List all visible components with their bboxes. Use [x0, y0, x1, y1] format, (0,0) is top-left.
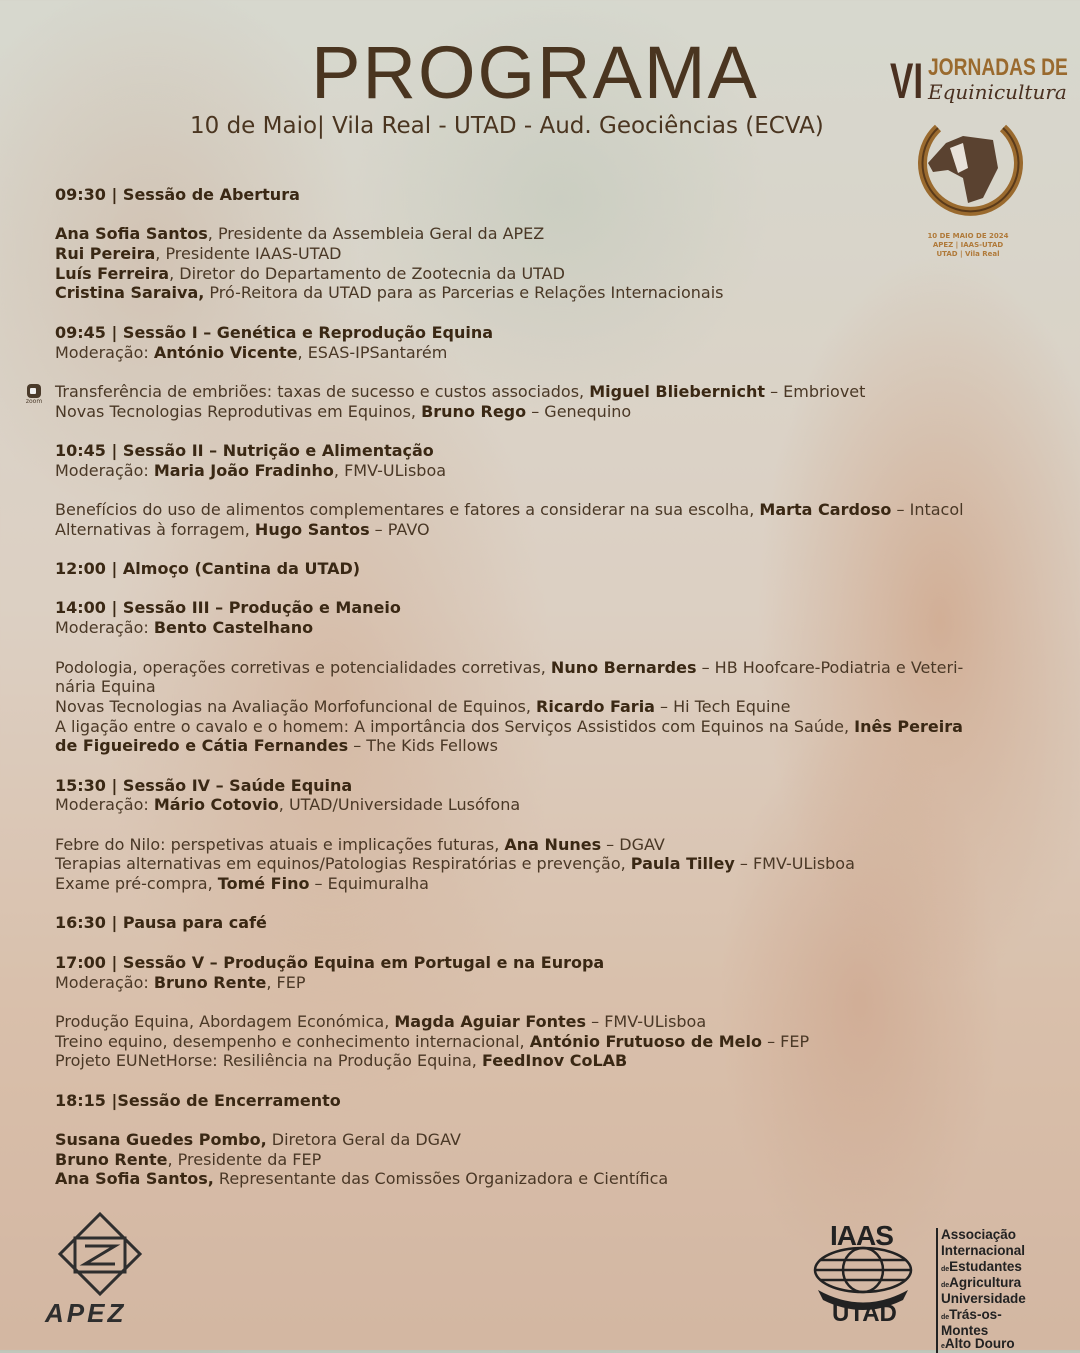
- program-text: , FMV-ULisboa: [333, 460, 447, 480]
- program-text: Novas Tecnologias na Avaliação Morfofuncional de Equinos,: [55, 696, 537, 716]
- speaker-name: Luís Ferreira: [55, 263, 170, 283]
- speaker-name: Hugo Santos: [254, 519, 370, 539]
- program-line: [55, 520, 964, 540]
- session-title: 10:45 | Sessão II – Nutrição e Alimentação: [55, 440, 434, 460]
- session-heading: [55, 953, 964, 973]
- page-subtitle: 10 de Maio| Vila Real - UTAD - Aud. Geociências (ECVA): [190, 113, 824, 139]
- session-heading: [55, 441, 964, 461]
- program-text: – Hi Tech Equine: [654, 696, 791, 716]
- speaker-name: de Figueiredo e Cátia Fernandes: [55, 736, 349, 756]
- program-text: Podologia, operações corretivas e potencialidades corretivas,: [55, 657, 551, 677]
- program-text: Novas Tecnologias Reprodutivas em Equinos,: [55, 401, 422, 421]
- program-line: [55, 795, 964, 815]
- page-title: PROGRAMA: [311, 31, 759, 114]
- spacer: [55, 362, 964, 382]
- iaas-name-text: Alto Douro: [944, 1336, 1015, 1351]
- utad-logo-text: UTAD: [832, 1300, 897, 1327]
- program-text: Produção Equina, Abordagem Económica,: [55, 1011, 395, 1031]
- iaas-name-text: Internacional: [941, 1243, 1026, 1258]
- speaker-name: Bruno Rego: [421, 401, 527, 421]
- program-text: A ligação entre o cavalo e o homem: A importância dos Serviços Assistidos com Equinos na Saúde,: [55, 716, 855, 736]
- program-text: Benefícios do uso de alimentos complementares e fatores a considerar na sua escolha,: [55, 500, 760, 519]
- spacer: [55, 480, 964, 500]
- iaas-logo-text: IAAS: [830, 1220, 893, 1251]
- program-line: [55, 244, 964, 264]
- program-text: , FEP: [266, 972, 306, 992]
- session-title: 12:00 | Almoço (Cantina da UTAD): [55, 559, 361, 579]
- speaker-name: Ana Sofia Santos: [55, 224, 208, 244]
- iaas-name-prefix: e: [941, 1343, 945, 1350]
- iaas-name-text: Agricultura: [949, 1275, 1022, 1290]
- program-text: , Presidente IAAS-UTAD: [155, 244, 342, 264]
- speaker-name: Bruno Rente: [153, 972, 267, 992]
- session-title: 14:00 | Sessão III – Produção e Maneio: [55, 598, 401, 618]
- program-text: – HB Hoofcare-Podiatria e Veteri-: [696, 657, 964, 677]
- session-title: 17:00 | Sessão V – Produção Equina em Portugal e na Europa: [55, 952, 605, 972]
- spacer: [55, 756, 964, 776]
- iaas-name-line: [941, 1244, 1038, 1260]
- program-text: , ESAS-IPSantarém: [297, 342, 448, 362]
- program-line: [55, 1051, 964, 1071]
- program-line: [55, 264, 964, 284]
- program-line: [55, 717, 964, 737]
- iaas-name-line: [941, 1260, 1038, 1276]
- zoom-label: zoom: [25, 397, 43, 405]
- spacer: [55, 1110, 964, 1130]
- program-text: Moderação:: [55, 618, 154, 638]
- speaker-name: António Vicente: [153, 342, 298, 362]
- iaas-name-prefix: de: [941, 1314, 950, 1321]
- program-text: – FMV-ULisboa: [734, 854, 855, 874]
- speaker-name: Bruno Rente: [55, 1149, 168, 1169]
- program-line: [55, 1130, 964, 1150]
- speaker-name: Cristina Saraiva,: [55, 283, 205, 303]
- program-text: , UTAD/Universidade Lusófona: [278, 795, 521, 815]
- program-text: Alternativas à forragem,: [55, 519, 255, 539]
- program-line: [55, 618, 964, 638]
- program-text: Moderação:: [55, 460, 154, 480]
- speaker-name: Mário Cotovio: [153, 795, 279, 815]
- program-text: Moderação:: [55, 342, 154, 362]
- event-logo-numeral: VI: [890, 53, 924, 109]
- speaker-name: Tomé Fino: [217, 874, 310, 894]
- iaas-name-text: Estudantes: [949, 1259, 1022, 1274]
- iaas-utad-names: [936, 1228, 1038, 1353]
- spacer: [55, 992, 964, 1012]
- session-heading: [55, 598, 964, 618]
- program-text: Representante das Comissões Organizadora e Científica: [213, 1169, 669, 1189]
- event-organizers: APEZ | IAAS-UTAD: [932, 241, 1004, 249]
- spacer: [55, 638, 964, 658]
- apez-logo-text: APEZ: [45, 1298, 127, 1328]
- session-heading: [55, 913, 964, 933]
- iaas-name-text: Trás-os-Montes: [941, 1307, 1002, 1338]
- speaker-name: Ana Nunes: [504, 834, 602, 854]
- program-line: [55, 973, 964, 993]
- program-line: [55, 343, 964, 363]
- program-line: [55, 1032, 964, 1052]
- program-text: – Embriovet: [764, 381, 866, 401]
- speaker-name: Susana Guedes Pombo,: [55, 1130, 267, 1149]
- speaker-name: Magda Aguiar Fontes: [394, 1011, 587, 1031]
- spacer: [55, 421, 964, 441]
- program-text: – DGAV: [601, 834, 665, 854]
- program-line: [55, 461, 964, 481]
- program-text: Treino equino, desempenho e conhecimento internacional,: [55, 1031, 530, 1051]
- event-logo-line2: Equinicultura: [928, 80, 1067, 104]
- spacer: [55, 303, 964, 323]
- speaker-name: Bento Castelhano: [153, 618, 314, 638]
- program-line: [55, 1012, 964, 1032]
- program-text: – Equimuralha: [309, 874, 429, 894]
- session-heading: [55, 559, 964, 579]
- session-title: 09:45 | Sessão I – Genética e Reprodução Equina: [55, 322, 494, 342]
- speaker-name: Rui Pereira: [55, 244, 156, 264]
- iaas-name-line: [941, 1228, 1038, 1244]
- program-text: – FMV-ULisboa: [586, 1011, 707, 1031]
- program-line: [55, 736, 964, 756]
- program-text: , Presidente da Assembleia Geral da APEZ: [207, 224, 545, 244]
- program-line: [55, 224, 964, 244]
- program-text: Exame pré-compra,: [55, 874, 218, 894]
- session-title: 16:30 | Pausa para café: [55, 913, 267, 933]
- program-text: Pró-Reitora da UTAD para as Parcerias e Relações Internacionais: [204, 283, 724, 303]
- program-line: [25, 381, 964, 405]
- session-heading: [55, 1091, 964, 1111]
- program-text: Terapias alternativas em equinos/Patologias Respiratórias e prevenção,: [55, 854, 631, 874]
- program-text: – FEP: [761, 1031, 810, 1051]
- session-heading: [55, 776, 964, 796]
- iaas-name-prefix: de: [941, 1282, 950, 1289]
- iaas-name-line: [941, 1308, 1038, 1337]
- spacer: [55, 933, 964, 953]
- program-text: , Diretor do Departamento de Zootecnia da UTAD: [169, 263, 565, 283]
- program-line: [55, 677, 964, 697]
- zoom-icon: [25, 384, 43, 405]
- program-line: [55, 1169, 964, 1189]
- session-heading: [55, 323, 964, 343]
- session-title: 18:15 |Sessão de Encerramento: [55, 1090, 341, 1110]
- program-text: Transferência de embriões: taxas de sucesso e custos associados,: [55, 381, 590, 401]
- program-text: – Genequino: [526, 401, 632, 421]
- zoom-camera-icon: [27, 384, 41, 398]
- spacer: [55, 894, 964, 914]
- iaas-name-line: [941, 1276, 1038, 1292]
- program-text: Febre do Nilo: perspetivas atuais e implicações futuras,: [55, 834, 505, 854]
- program-text: – The Kids Fellows: [348, 736, 498, 756]
- speaker-name: Miguel Bliebernicht: [589, 381, 765, 401]
- program-line: [55, 874, 964, 894]
- program-text: nária Equina: [55, 677, 156, 697]
- program-text: Moderação:: [55, 795, 154, 815]
- event-logo-line1: JORNADAS DE: [928, 54, 1068, 81]
- speaker-name: Paula Tilley: [630, 854, 735, 874]
- program-line: [55, 854, 964, 874]
- iaas-name-text: Universidade: [941, 1291, 1026, 1306]
- iaas-name-line: [941, 1337, 1038, 1353]
- program-line: [55, 697, 964, 717]
- apez-logo: [45, 1210, 170, 1330]
- program-line: [55, 658, 964, 678]
- speaker-name: Inês Pereira: [854, 716, 963, 736]
- speaker-name: Ana Sofia Santos,: [55, 1169, 214, 1189]
- program-line: [55, 1150, 964, 1170]
- spacer: [55, 579, 964, 599]
- spacer: [55, 205, 964, 225]
- program-line: [55, 283, 964, 303]
- spacer: [55, 815, 964, 835]
- iaas-utad-logo: [808, 1220, 1038, 1351]
- speaker-name: Ricardo Faria: [536, 696, 655, 716]
- speaker-name: Maria João Fradinho: [153, 460, 334, 480]
- event-location: UTAD | Vila Real: [936, 250, 1000, 258]
- iaas-name-text: Associação: [941, 1227, 1017, 1242]
- apez-emblem-icon: [45, 1210, 155, 1300]
- program-line: [55, 402, 964, 422]
- speaker-name: António Frutuoso de Melo: [529, 1031, 762, 1051]
- iaas-name-line: [941, 1292, 1038, 1308]
- session-title: 15:30 | Sessão IV – Saúde Equina: [55, 775, 353, 795]
- program-schedule: [25, 185, 964, 1189]
- program-line: [55, 500, 964, 520]
- session-title: 09:30 | Sessão de Abertura: [55, 185, 300, 204]
- speaker-name: Nuno Bernardes: [550, 657, 697, 677]
- program-text: – PAVO: [369, 519, 430, 539]
- program-text: Diretora Geral da DGAV: [266, 1130, 461, 1149]
- program-text: – Intacol: [891, 500, 964, 519]
- program-line: [55, 835, 964, 855]
- event-date: 10 DE MAIO DE 2024: [927, 232, 1009, 240]
- program-text: , Presidente da FEP: [167, 1149, 322, 1169]
- program-text: Moderação:: [55, 972, 154, 992]
- spacer: [55, 539, 964, 559]
- session-heading: [55, 185, 964, 205]
- speaker-name: Marta Cardoso: [759, 500, 892, 519]
- spacer: [55, 1071, 964, 1091]
- program-text: Projeto EUNetHorse: Resiliência na Produção Equina,: [55, 1051, 482, 1071]
- iaas-name-prefix: de: [941, 1266, 950, 1273]
- speaker-name: FeedInov CoLAB: [481, 1051, 628, 1071]
